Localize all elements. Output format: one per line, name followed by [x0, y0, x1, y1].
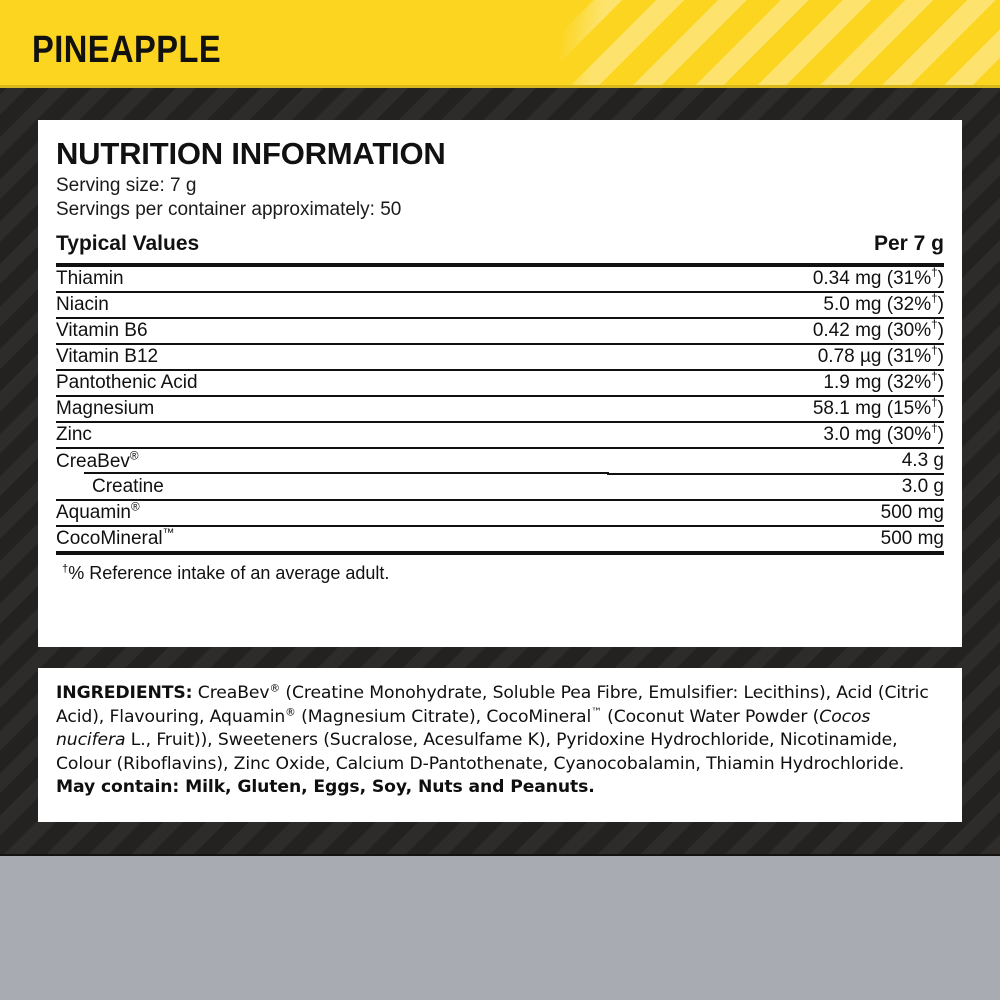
registered-icon: ®	[131, 500, 140, 514]
nutrient-value: 3.0 g	[607, 474, 944, 500]
dagger-icon: †	[931, 344, 938, 358]
nutrient-value: 0.42 mg (30%†)	[607, 318, 944, 344]
flavour-title: PINEAPPLE	[32, 29, 222, 71]
nutrition-table	[56, 232, 944, 555]
ingredients-card	[38, 668, 962, 822]
dagger-icon: †	[931, 266, 938, 280]
nutrient-label: Thiamin	[56, 265, 607, 292]
dagger-icon: †	[931, 396, 938, 410]
table-row	[56, 370, 944, 396]
trademark-icon: ™	[162, 526, 175, 540]
nutrient-label: Niacin	[56, 292, 607, 318]
table-row	[56, 526, 944, 553]
cocomineral-trademark-icon: ™	[591, 704, 602, 718]
ingredients-heading: INGREDIENTS:	[56, 683, 193, 703]
nutrient-value: 5.0 mg (32%†)	[607, 292, 944, 318]
nutrient-value: 500 mg	[607, 500, 944, 526]
servings-per-container-text: Servings per container approximately: 50	[56, 199, 402, 220]
nutrient-label: CocoMineral™	[56, 526, 607, 553]
flavour-bar-bottom-edge	[0, 85, 1000, 88]
ingredients-part-2: (Creatine Monohydrate, Soluble Pea Fibre, Emulsifier: Lecithins), Acid (Citric Acid), Flavouring, Aquamin	[56, 683, 929, 727]
registered-icon: ®	[129, 449, 139, 463]
may-contain-label: May contain:	[56, 777, 180, 797]
nutrient-label: Pantothenic Acid	[56, 370, 607, 396]
table-row	[56, 344, 944, 370]
reference-intake-footnote	[56, 555, 944, 585]
nutrient-label: Creatine	[56, 474, 607, 500]
nutrient-value: 58.1 mg (15%†)	[607, 396, 944, 422]
table-header-row	[56, 232, 944, 265]
nutrition-information-card	[38, 120, 962, 647]
table-row	[56, 265, 944, 292]
table-row	[56, 474, 944, 500]
dagger-icon: †	[931, 292, 938, 306]
nutrient-label: Vitamin B12	[56, 344, 607, 370]
nutrition-table-body	[56, 232, 944, 553]
dagger-icon: †	[931, 370, 938, 384]
table-row	[56, 448, 944, 474]
nutrient-label: CreaBev®	[56, 448, 607, 474]
column-header-per-serving: Per 7 g	[607, 232, 944, 265]
dagger-icon: †	[931, 422, 938, 436]
nutrient-label: Aquamin®	[56, 500, 607, 526]
column-header-typical-values: Typical Values	[56, 232, 607, 265]
botanical-name-italic: Cocos nucifera	[56, 706, 871, 750]
footnote-text: % Reference intake of an average adult.	[68, 563, 390, 583]
ingredients-part-3: (Magnesium Citrate), CocoMineral	[295, 706, 592, 727]
table-row	[56, 292, 944, 318]
creabev-registered-icon: ®	[269, 681, 280, 695]
nutrient-value: 0.78 µg (31%†)	[607, 344, 944, 370]
ingredients-part-4: (Coconut Water Powder (	[601, 706, 820, 727]
flavour-header-bar	[0, 0, 1000, 88]
nutrient-value: 1.9 mg (32%†)	[607, 370, 944, 396]
bottom-grey-band	[0, 854, 1000, 1000]
dagger-icon: †	[931, 318, 938, 332]
allergen-list: Milk, Gluten, Eggs, Soy, Nuts and Peanuts.	[179, 777, 595, 797]
nutrition-heading: NUTRITION INFORMATION	[56, 136, 446, 171]
serving-size-text: Serving size: 7 g	[56, 175, 197, 196]
table-row	[56, 318, 944, 344]
footnote-dagger-symbol: †	[62, 563, 69, 575]
nutrient-value: 500 mg	[607, 526, 944, 553]
nutrient-value: 0.34 mg (31%†)	[607, 265, 944, 292]
stripe-fade-mask	[500, 0, 640, 88]
table-row	[56, 422, 944, 448]
table-row	[56, 396, 944, 422]
nutrient-value: 3.0 mg (30%†)	[607, 422, 944, 448]
nutrient-value: 4.3 g	[607, 448, 944, 474]
nutrient-label: Zinc	[56, 422, 607, 448]
ingredients-part-1: CreaBev	[192, 683, 270, 703]
aquamin-registered-icon: ®	[285, 704, 296, 718]
ingredients-part-5: L., Fruit)), Sweeteners (Sucralose, Acesulfame K), Pyridoxine Hydrochloride, Nicotinamide, Colour (Riboflavins), Zinc Oxide, Calcium D-Pantothenate, Cyanocobalamin, Thiamin Hydrochloride.	[56, 730, 905, 774]
nutrient-label: Vitamin B6	[56, 318, 607, 344]
table-row	[56, 500, 944, 526]
ingredients-paragraph	[56, 682, 944, 800]
nutrient-label: Magnesium	[56, 396, 607, 422]
